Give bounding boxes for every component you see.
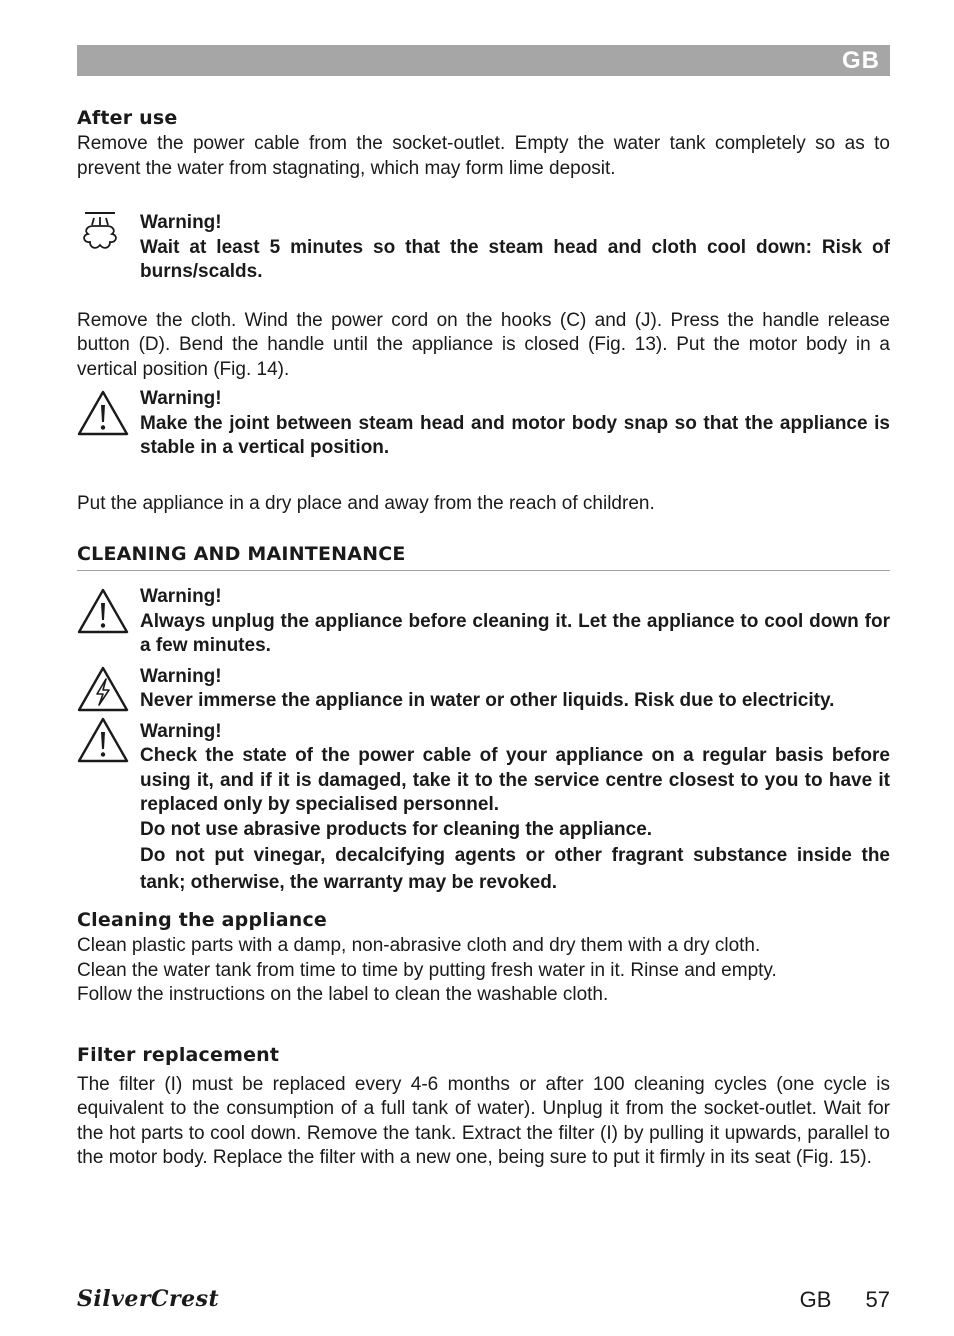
caution-triangle-icon [77, 587, 129, 635]
caution-triangle-icon [77, 389, 129, 437]
electric-shock-warning-icon [77, 665, 129, 713]
warning-label: Warning! [140, 212, 222, 233]
warning-label: Warning! [140, 720, 222, 742]
warning-text: Always unplug the appliance before cleaning it. Let the appliance to cool down for a few minutes. [140, 610, 890, 656]
warning-hot-surface [77, 211, 890, 285]
warning-unplug [77, 585, 890, 659]
warning-label: Warning! [140, 586, 222, 607]
warning-label: Warning! [140, 665, 222, 687]
page-number: 57 [865, 1287, 890, 1312]
after-use-paragraph-2: Remove the cloth. Wind the power cord on the hooks (C) and (J). Press the handle release button (D). Bend the handle until the appliance is closed (Fig. 13). Put the motor body in a vertical position (Fig. 14). [77, 309, 890, 380]
brand-logo [77, 1286, 219, 1312]
footer-language: GB [799, 1287, 832, 1312]
caution-triangle-icon [77, 716, 129, 764]
warning-text: Check the state of the power cable of your appliance on a regular basis before using it, and if it is damaged, take it to the service centre closest to you to have it replaced only by specialised personnel. [140, 745, 890, 815]
cleaning-line: Follow the instructions on the label to clean the washable cloth. [77, 984, 609, 1005]
language-header-bar [77, 45, 890, 76]
section-title-filter-replacement: Filter replacement [77, 1043, 280, 1066]
page-content [77, 104, 890, 1171]
hot-surface-warning-icon [77, 209, 123, 253]
language-tag: GB [842, 47, 880, 74]
section-title-cleaning-maintenance: CLEANING AND MAINTENANCE [77, 540, 890, 571]
page-footer [800, 1287, 890, 1313]
warning-label: Warning! [140, 388, 222, 409]
warning-text: Do not use abrasive products for cleaning the appliance. [140, 818, 653, 840]
filter-paragraph: The filter (I) must be replaced every 4-6 months or after 100 cleaning cycles (one cycle is equivalent to the consumption of a full tank of water). Unplug it from the socket-outlet. Wait for the hot parts to cool down. Remove the tank. Extract the filter (I) by pulling it upwards, parallel to the motor body. Replace the filter with a new one, being sure to put it firmly in its seat (Fig. 15). [77, 1073, 890, 1168]
warning-power-cable [77, 720, 890, 897]
brand-name: SilverCrest [77, 1286, 220, 1312]
warning-text: Make the joint between steam head and motor body snap so that the appliance is stable in a vertical position. [140, 412, 890, 458]
cleaning-line: Clean plastic parts with a damp, non-abrasive cloth and dry them with a dry cloth. [77, 935, 761, 956]
after-use-paragraph-3: Put the appliance in a dry place and away from the reach of children. [77, 492, 655, 514]
cleaning-line: Clean the water tank from time to time by putting fresh water in it. Rinse and empty. [77, 959, 777, 981]
warning-text: Never immerse the appliance in water or other liquids. Risk due to electricity. [140, 690, 835, 711]
section-title-cleaning-appliance: Cleaning the appliance [77, 909, 327, 931]
warning-vertical-position [77, 387, 890, 461]
warning-text: Wait at least 5 minutes so that the steam head and cloth cool down: Risk of burns/scalds. [140, 236, 890, 282]
warning-text: Do not put vinegar, decalcifying agents or other fragrant substance inside the tank; otherwise, the warranty may be revoked. [140, 845, 890, 893]
section-title-after-use: After use [77, 107, 178, 129]
warning-electricity [77, 665, 890, 714]
after-use-paragraph-1: Remove the power cable from the socket-outlet. Empty the water tank completely so as to prevent the water from stagnating, which may form lime deposit. [77, 133, 890, 179]
